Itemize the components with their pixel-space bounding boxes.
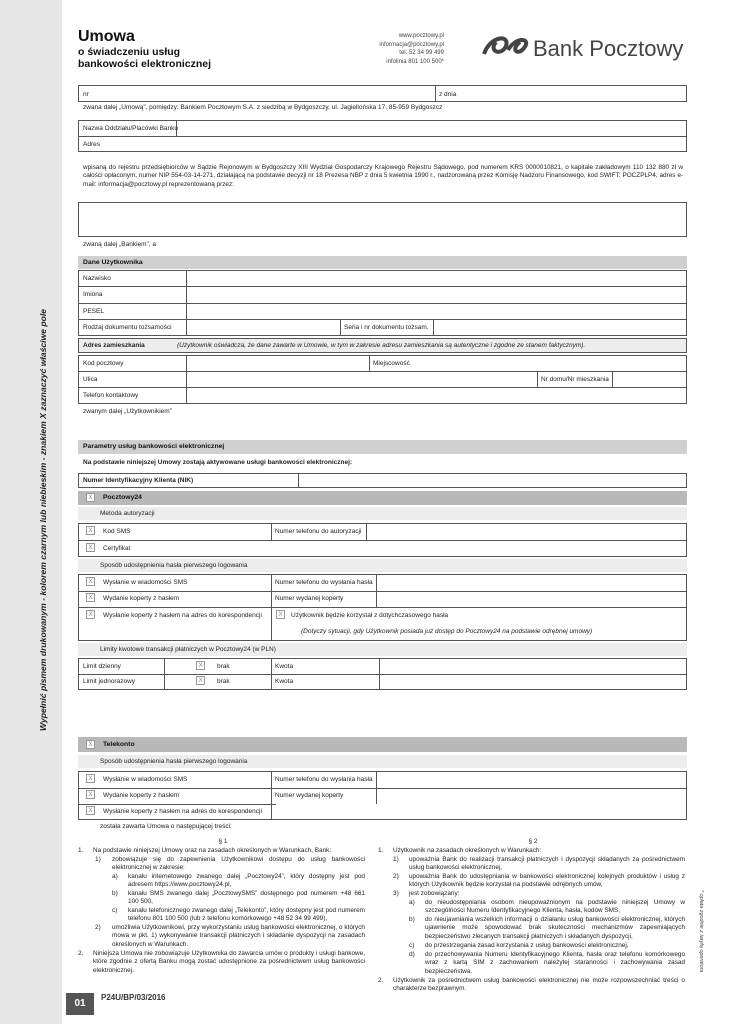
nik-row [78,473,687,488]
password-method-table [78,574,687,641]
bank-logo [480,30,690,70]
parties-intro: zwana dalej „Umową”, pomiędzy: Bankiem Pocztowym S.A. z siedzibą w Bydgoszczy, ul. Jagiellońska 17, 85-959 Bydgoszcz [83,104,443,111]
id-doc-series-label: Seria i nr dokumentu tożsam. [344,324,429,331]
s2-ld-num: d) [409,951,415,958]
telekonto-title: Telekonto [103,741,135,748]
contact-info [360,32,444,66]
single-none-checkbox[interactable]: X [196,676,205,685]
mail-envelope-checkbox[interactable]: X [86,610,95,619]
street-label: Ulica [83,376,98,383]
called-bank-text: zwaną dalej „Bankiem”, a [83,241,156,248]
p24-header [78,491,687,505]
tk-send-phone-label: Numer telefonu do wysłania hasła [275,776,373,783]
bank-registration-text: wpisaną do rejestru przedsiębiorców w Sądzie Rejonowym w Bydgoszczy XIII Wydział Gospodarczy Krajowego Rejestru Sądowego, pod numerem KRS 0000010821, o kapitale zakładowym 110 132 880 zł w całości opłaconym, numer NIP 554-03-14-271, działającą na podstawie decyzji nr 18 Prezesa NBP z dnia 5 kwietnia 1990 r., nadzorowaną przez Komisję Nadzoru Finansowego, kod SWIFT: POCZPLP4, adres e-mail: informacja@pocztowy.pl reprezentowaną przez: [83,164,683,188]
s1-a2-text: umożliwia Użytkownikowi, przy wykorzystaniu usług bankowości elektronicznej, o których mowa w pkt. 1) wykonywanie transakcji płatniczych i składanie dyspozycji na zasadach określonych w Warunkach. [112,924,365,948]
s1-la-num: a) [112,873,118,880]
s2-p2-text: Użytkownik za pośrednictwem usług bankowości elektronicznej nie może rozpowszechniać treści o charakterze bezprawnym. [393,977,685,993]
contact-phone: tel. 52 34 99 499 [399,50,444,56]
sms-code-label: Kod SMS [103,528,131,535]
s2-a3-num: 3) [393,890,399,897]
existing-password-note: (Dotyczy sytuacji, gdy Użytkownik posiada już dostęp do Pocztowy24 na podstawie odrębnej umowy) [301,628,593,635]
tariff-note: * opłata zgodnie z taryfą operatora [698,890,704,973]
p24-checkbox[interactable]: X [86,493,95,502]
bank-name: Bank Pocztowy [533,36,684,61]
city-label: Miejscowość [373,360,410,367]
nik-label: Numer Identyfikacyjny Klienta (NIK) [83,477,194,484]
pesel-label: PESEL [83,308,104,315]
s2-ld-text: do przechowywania Numeru Identyfikacyjnego Klienta, hasła oraz telefonu komórkowego wraz z kartą SIM z zachowaniem należytej staranności i zachowywania zasad bezpieczeństwa. [425,951,685,975]
envelope-number-label: Numer wydanej koperty [275,595,344,602]
s1-lb-num: b) [112,890,118,897]
single-amount-label: Kwota [275,678,294,685]
called-user-text: zwanym dalej „Użytkownikiem” [83,408,172,415]
daily-amount-label: Kwota [275,663,294,670]
representative-field[interactable] [78,202,687,237]
residence-note: (Użytkownik oświadcza, że dane zawarte w Umowie, w tym w zakresie adresu zamieszkania są autentyczne i zgodne ze stanem faktycznym). [177,342,586,349]
s1-a2-num: 2) [95,924,101,931]
s2-la-text: do nieudostępniania osobom nieupoważnionym na podstawie niniejszej Umowy w szczególności Numeru Identyfikacyjnego Klienta, hasła, kodów SMS, [425,899,685,915]
branch-box [78,120,687,152]
user-data-table [78,270,687,336]
send-sms-label: Wysłanie w wiadomości SMS [103,579,188,586]
section-1-title: § 1 [218,838,228,845]
s2-p2-num: 2. [378,977,384,984]
auth-phone-label: Numer telefonu do autoryzacji [275,528,362,535]
s2-p1-text: Użytkownik na zasadach określonych w Warunkach: [393,847,542,854]
contact-www[interactable]: www.pocztowy.pl [398,33,444,39]
postal-code-label: Kod pocztowy [83,360,124,367]
telekonto-header [78,737,687,752]
certificate-label: Certyfikat [103,545,131,552]
sms-code-checkbox[interactable]: X [86,526,95,535]
s2-la-num: a) [409,899,415,906]
fill-instruction: Wypełnić pismem drukowanym - kolorem czarnym lub niebieskim - znakiem X zaznaczyć właściwe pole [38,308,48,732]
single-limit-label: Limit jednorazowy [83,678,136,685]
auth-method-table [78,523,687,557]
s1-p2-text: Niniejsza Umowa nie zobowiązuje Użytkownika do zawarcia umów o produkty i usługi bankowe, które zgodnie z ofertą Banku mogą zostać udostępnione za pośrednictwem usług bankowości elektronicznej. [93,950,365,974]
branch-address-label: Adres [83,141,100,148]
s2-p1-num: 1. [378,847,384,854]
title-line-3: bankowości elektronicznej [78,58,212,70]
telekonto-checkbox[interactable]: X [86,740,95,749]
s1-lb-text: kanału SMS zwanego dalej „PocztowySMS” dostępnego pod numerem +48 661 100 500, [128,890,365,906]
single-none-label: brak [217,678,230,685]
tk-send-sms-label: Wysłanie w wiadomości SMS [103,776,188,783]
limits-sub: Limity kwotowe transakcji płatniczych w Pocztowy24 (w PLN) [78,643,687,656]
nr-label: nr [83,91,89,98]
contact-hotline: infolinia 801 100 500* [386,58,444,65]
envelope-checkbox[interactable]: X [86,593,95,602]
surname-label: Nazwisko [83,275,111,282]
s2-lc-num: c) [409,942,415,949]
user-data-header: Dane Użytkownika [78,256,687,269]
s1-la-text: kanału internetowego zwanego dalej „Pocztowy24”, który dostępny jest pod adresem https://www.pocztowy24.pl, [128,873,365,889]
send-phone-label: Numer telefonu do wysłania hasła [275,579,373,586]
s2-lb-num: b) [409,916,415,923]
date-label: z dnia [439,91,457,98]
bank-pocztowy-logo-icon [480,32,532,60]
tk-mail-envelope-label: Wysłanie koperty z hasłem na adres do korespondencji [103,808,262,815]
residence-header [78,338,687,353]
s1-lc-text: kanału telefonicznego zwanego dalej „Telekonto”, który dostępny jest pod numerem telefonu 801 100 500 (lub z telefonu komórkowego +48 52 34 99 499), [128,907,365,923]
envelope-label: Wydanie koperty z hasłem [103,595,180,602]
s1-lc-num: c) [112,907,118,914]
p24-title: Pocztowy24 [103,494,142,501]
residence-title: Adres zamieszkania [83,342,145,349]
tk-envelope-number-label: Numer wydanej koperty [275,792,344,799]
left-sidebar [0,0,62,1024]
tk-envelope-label: Wydanie koperty z hasłem [103,792,180,799]
limits-table [78,658,687,690]
branch-name-label: Nazwa Oddziału/Placówki Banku [83,125,179,132]
contract-concluded-text: została zawarta Umowa o następującej treści: [100,823,232,830]
params-header: Parametry usług bankowości elektronicznej [78,440,687,454]
s2-lb-text: do nieujawniania wszelkich informacji o działaniu usług bankowości elektronicznej, których ujawnienie może spowodować brak skuteczności mechanizmów zapewniających bezpieczeństwo zlecanych transakcji płatniczych i składanych dyspozycji, [425,916,685,940]
s2-a3-text: jest zobowiązany: [409,890,460,897]
tk-envelope-checkbox[interactable]: X [86,790,95,799]
s1-a1-num: 1) [95,856,101,863]
existing-password-checkbox[interactable]: X [276,610,285,619]
s1-a1-text: zobowiązuje się do zapewnienia Użytkownikowi dostępu do usług bankowości elektronicznej w zakresie: [112,856,365,872]
daily-none-label: brak [217,663,230,670]
certificate-checkbox[interactable]: X [86,543,95,552]
auth-method-sub: Metoda autoryzacji [78,507,687,520]
contact-email[interactable]: informacja@pocztowy.pl [379,41,444,48]
section-2-title: § 2 [528,838,538,845]
title-line-1: Umowa [78,28,135,45]
send-sms-checkbox[interactable]: X [86,577,95,586]
s1-p1-text: Na podstawie niniejszej Umowy oraz na zasadach określonych w Warunkach, Bank: [93,847,332,854]
phone-contact-label: Telefon kontaktowy [83,392,139,399]
tk-mail-envelope-checkbox[interactable]: X [86,806,95,815]
s2-a1-num: 1) [393,856,399,863]
first-names-label: Imiona [83,291,103,298]
password-method-sub: Sposób udostępnienia hasła pierwszego logowania [78,559,687,572]
s1-p1-num: 1. [78,847,84,854]
house-number-label: Nr domu/Nr mieszkania [541,376,609,383]
daily-limit-label: Limit dzienny [83,663,121,670]
tk-send-sms-checkbox[interactable]: X [86,774,95,783]
document-title [78,28,211,70]
existing-password-label: Użytkownik będzie korzystał z dotychczasowego hasła [291,612,449,619]
form-code: P24U/BP/03/2016 [101,993,166,1002]
s2-a2-num: 2) [393,873,399,880]
daily-none-checkbox[interactable]: X [196,661,205,670]
title-line-2: o świadczeniu usług [78,46,181,58]
address-table [78,355,687,404]
s2-a2-text: upoważnia Bank do udostępniania w bankowości elektronicznej kolejnych produktów i usług z których Użytkownik będzie korzystał na podstawie odrębnych umów, [409,873,685,889]
page-number: 01 [66,993,94,1015]
mail-envelope-label: Wysłanie koperty z hasłem na adres do korespondencji [103,612,262,619]
telekonto-password-sub: Sposób udostępnienia hasła pierwszego logowania [78,755,687,768]
s2-lc-text: do przestrzegania zasad korzystania z usług bankowości elektronicznej, [425,942,629,949]
contract-number-row [78,85,687,102]
id-doc-type-label: Rodzaj dokumentu tożsamości [83,324,172,331]
s1-p2-num: 2. [78,950,84,957]
s2-a1-text: upoważnia Bank do realizacji transakcji płatniczych i dyspozycji składanych za pośrednictwem usług bankowości elektronicznej, [409,856,685,872]
telekonto-password-table [78,771,687,820]
activated-text: Na podstawie niniejszej Umowy zostają aktywowane usługi bankowości elektronicznej: [83,459,353,466]
